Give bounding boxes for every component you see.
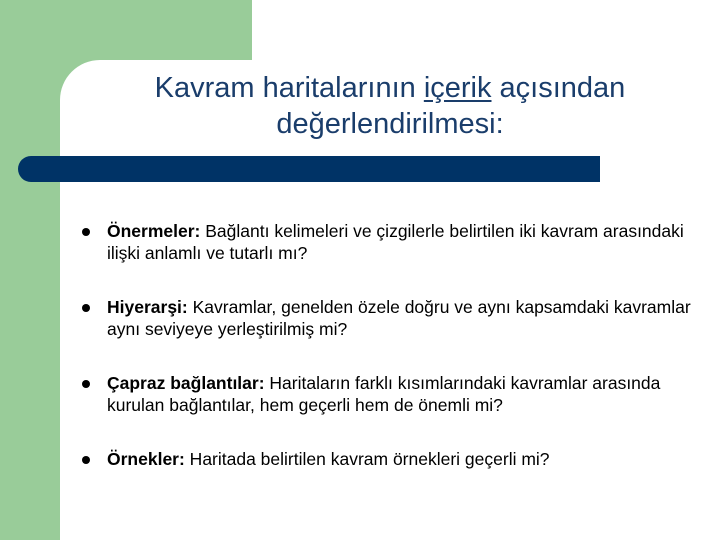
bullet-item-onermeler	[80, 220, 700, 264]
slide-title	[60, 70, 720, 142]
bullet-list	[80, 220, 700, 502]
bullet-text: Bağlantı kelimeleri ve çizgilerle belirtilen iki kavram arasındaki ilişki anlamlı ve tutarlı mı?	[107, 221, 684, 263]
title-part-1: Kavram haritalarının	[154, 72, 424, 104]
bullet-term: Hiyerarşi:	[107, 297, 188, 317]
title-line-2: değerlendirilmesi:	[276, 108, 504, 140]
bullet-item-capraz-baglantilar	[80, 372, 700, 416]
bullet-text: Kavramlar, genelden özele doğru ve aynı kapsamdaki kavramlar aynı seviyeye yerleştirilmiş mi?	[107, 297, 691, 339]
title-underlined-word: içerik	[423, 72, 492, 104]
bullet-item-hiyerarsi	[80, 296, 700, 340]
bullet-text: Haritada belirtilen kavram örnekleri geçerli mi?	[184, 449, 550, 469]
bullet-text: Haritaların farklı kısımlarındaki kavramlar arasında kurulan bağlantılar, hem geçerli hem de önemli mi?	[107, 373, 661, 415]
bullet-icon	[82, 304, 90, 312]
bullet-icon	[82, 228, 90, 236]
bullet-term: Çapraz bağlantılar:	[107, 373, 265, 393]
title-part-2: açısından	[491, 72, 626, 104]
bullet-term: Önermeler:	[107, 221, 201, 241]
bullet-term: Örnekler:	[107, 449, 185, 469]
bullet-item-ornekler	[80, 448, 700, 470]
title-underline-bar	[18, 156, 600, 182]
bullet-icon	[82, 380, 90, 388]
bullet-icon	[82, 456, 90, 464]
